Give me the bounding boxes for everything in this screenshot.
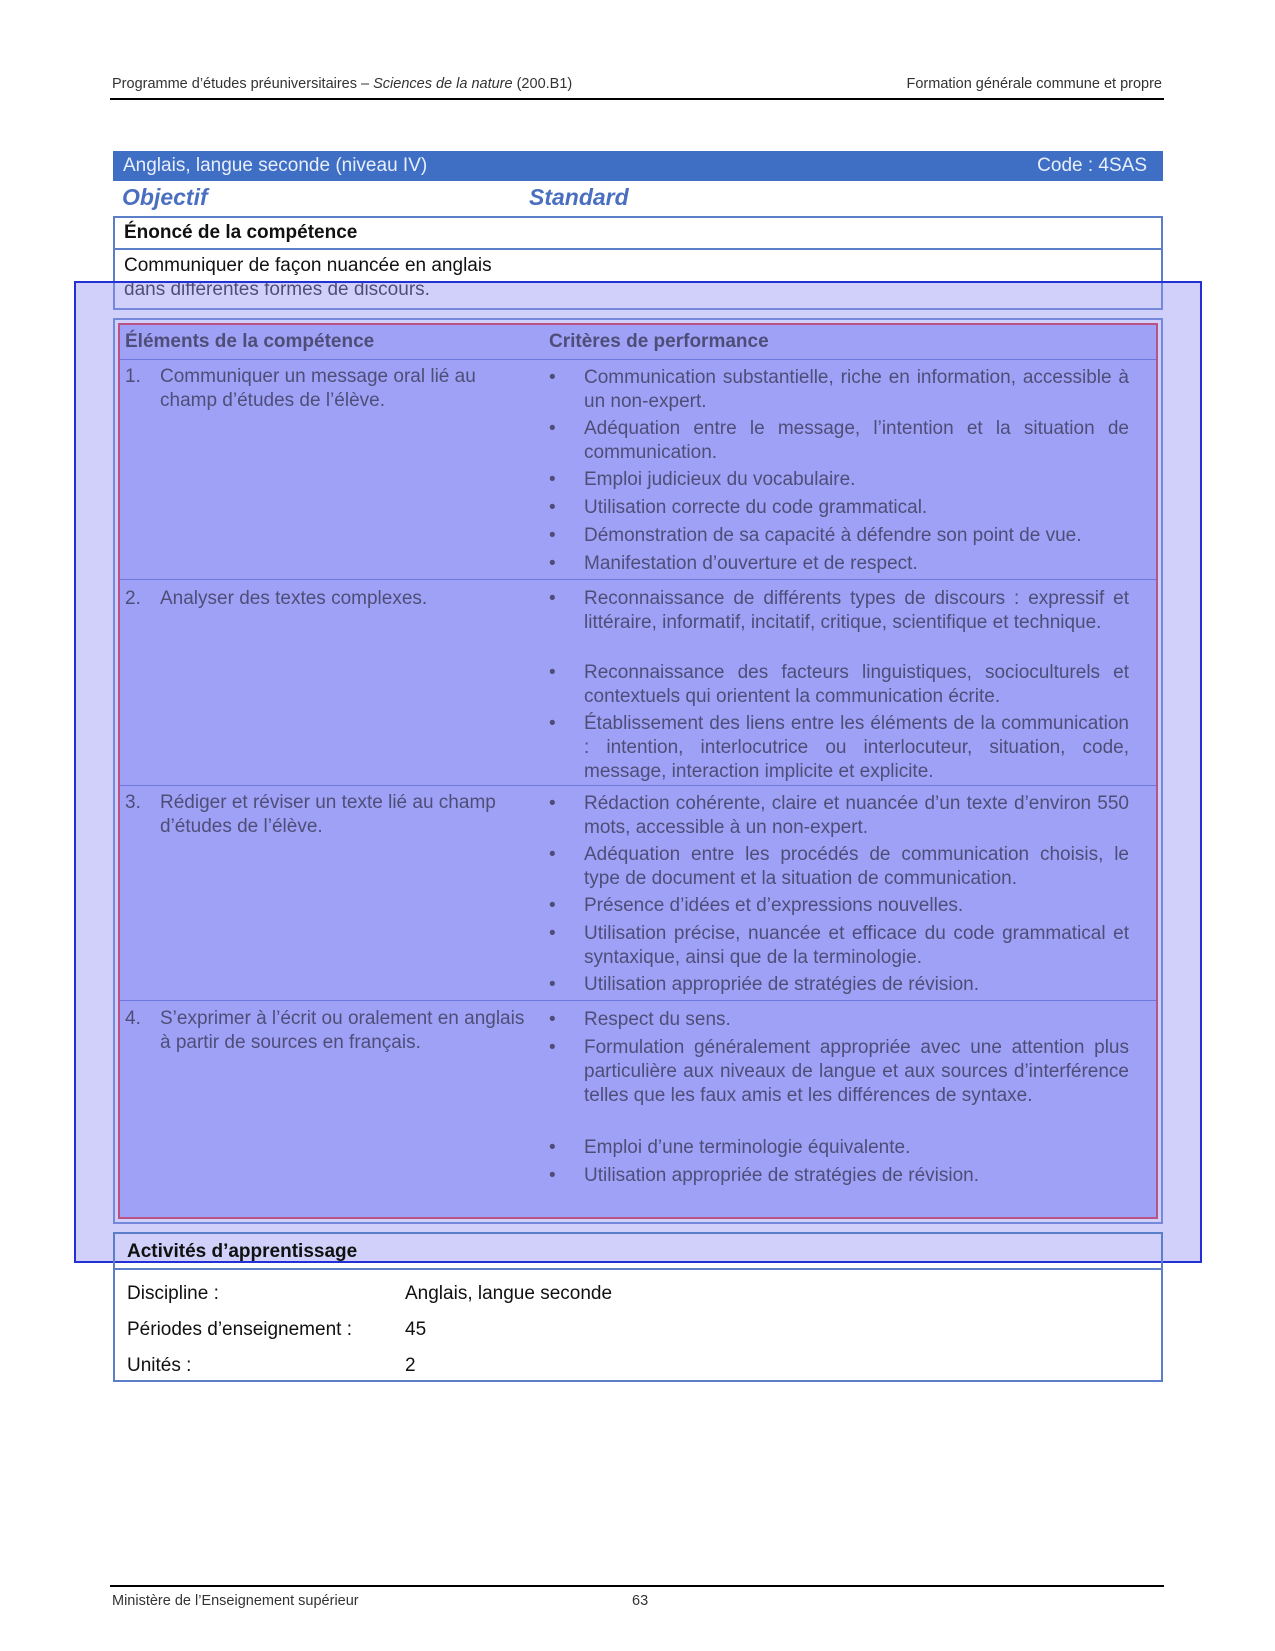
unites-value: 2 xyxy=(405,1355,416,1376)
criterion xyxy=(549,843,1129,891)
bullet-icon: • xyxy=(549,662,556,683)
activites-box xyxy=(113,1232,1163,1382)
bullet-icon: • xyxy=(549,469,556,490)
criterion xyxy=(549,1036,1129,1108)
bullet-icon: • xyxy=(549,1137,556,1158)
bullet-icon: • xyxy=(549,367,556,388)
enonce-line-2: dans différentes formes de discours. xyxy=(124,279,430,300)
bullet-icon: • xyxy=(549,1037,556,1058)
elements-table-inner xyxy=(118,323,1158,1219)
element-4 xyxy=(125,1007,525,1055)
element-2 xyxy=(125,587,525,611)
bullet-icon: • xyxy=(549,974,556,995)
enonce-body xyxy=(115,250,1161,302)
criterion-text: Utilisation correcte du code grammatical. xyxy=(584,497,928,518)
criterion xyxy=(549,973,1129,997)
element-1 xyxy=(125,365,525,413)
row-divider xyxy=(120,579,1156,580)
criterion xyxy=(549,417,1129,465)
criterion-text: Communication substantielle, riche en information, accessible à un non-expert. xyxy=(584,367,1129,412)
periodes-value: 45 xyxy=(405,1319,427,1340)
criterion-text: Rédaction cohérente, claire et nuancée d’un texte d’environ 550 mots, accessible à un non-expert. xyxy=(584,793,1129,838)
col-heading-elements: Éléments de la compétence xyxy=(125,331,375,352)
element-text: S’exprimer à l’écrit ou oralement en anglais à partir de sources en français. xyxy=(160,1008,525,1053)
criterion-text: Reconnaissance des facteurs linguistiques, socioculturels et contextuels qui orientent la communication écrite. xyxy=(584,662,1129,707)
criterion xyxy=(549,496,1129,520)
criterion-text: Présence d’idées et d’expressions nouvelles. xyxy=(584,895,964,916)
criterion-text: Démonstration de sa capacité à défendre son point de vue. xyxy=(584,525,1082,546)
criterion-text: Formulation généralement appropriée avec une attention plus particulière aux niveaux de langue et aux sources d’interférence telles que les faux amis et les différences de syntaxe. xyxy=(584,1037,1129,1106)
criterion xyxy=(549,366,1129,414)
criterion-text: Adéquation entre les procédés de communication choisis, le type de document et la situation de communication. xyxy=(584,844,1129,889)
criterion xyxy=(549,922,1129,970)
header-divider xyxy=(120,359,1156,360)
bullet-icon: • xyxy=(549,1009,556,1030)
standard-label: Standard xyxy=(529,184,629,210)
discipline-label: Discipline : xyxy=(127,1283,219,1304)
row-divider xyxy=(120,1000,1156,1001)
header-program-code: (200.B1) xyxy=(512,76,573,92)
criterion xyxy=(549,1164,1129,1188)
header-formation: Formation générale commune et propre xyxy=(906,76,1162,92)
course-code: Code : 4SAS xyxy=(1037,155,1147,176)
criterion xyxy=(549,894,1129,918)
enonce-line-1: Communiquer de façon nuancée en anglais xyxy=(124,255,492,276)
criterion xyxy=(549,712,1129,784)
element-number: 4. xyxy=(125,1008,141,1029)
periodes-label: Périodes d’enseignement : xyxy=(127,1319,352,1340)
objectif-label: Objectif xyxy=(122,184,208,210)
criterion-text: Utilisation appropriée de stratégies de révision. xyxy=(584,1165,979,1186)
bullet-icon: • xyxy=(549,793,556,814)
criterion xyxy=(549,1136,1129,1160)
criterion xyxy=(549,524,1129,548)
bullet-icon: • xyxy=(549,497,556,518)
header-program-title: Sciences de la nature xyxy=(373,76,513,92)
criterion-text: Respect du sens. xyxy=(584,1009,731,1030)
header-program-prefix: Programme d’études préuniversitaires – xyxy=(112,76,374,92)
element-text: Rédiger et réviser un texte lié au champ d’études de l’élève. xyxy=(160,792,496,837)
bullet-icon: • xyxy=(549,418,556,439)
criterion-text: Établissement des liens entre les éléments de la communication : intention, interlocutrice ou interlocuteur, situation, code, message, interaction implicite et explicite. xyxy=(584,713,1129,782)
enonce-box xyxy=(113,216,1163,310)
bullet-icon: • xyxy=(549,553,556,574)
criterion-text: Emploi judicieux du vocabulaire. xyxy=(584,469,856,490)
criterion xyxy=(549,468,1129,492)
bullet-icon: • xyxy=(549,844,556,865)
bullet-icon: • xyxy=(549,895,556,916)
bullet-icon: • xyxy=(549,923,556,944)
criterion xyxy=(549,1008,1129,1032)
element-text: Analyser des textes complexes. xyxy=(160,588,428,609)
activites-heading: Activités d’apprentissage xyxy=(115,1234,1161,1270)
criterion-text: Utilisation appropriée de stratégies de révision. xyxy=(584,974,979,995)
enonce-heading: Énoncé de la compétence xyxy=(115,218,1161,250)
course-title: Anglais, langue seconde (niveau IV) xyxy=(123,155,428,176)
page-header xyxy=(110,76,1164,100)
discipline-value: Anglais, langue seconde xyxy=(405,1283,613,1304)
criterion xyxy=(549,587,1129,635)
criterion xyxy=(549,552,1129,576)
criterion xyxy=(549,661,1129,709)
course-title-bar xyxy=(113,151,1163,181)
page-number: 63 xyxy=(632,1593,649,1609)
col-heading-criteres: Critères de performance xyxy=(549,331,769,352)
bullet-icon: • xyxy=(549,588,556,609)
element-number: 2. xyxy=(125,588,141,609)
footer-ministry: Ministère de l’Enseignement supérieur xyxy=(112,1593,359,1609)
elements-table xyxy=(113,318,1163,1224)
unites-label: Unités : xyxy=(127,1355,192,1376)
criterion-text: Emploi d’une terminologie équivalente. xyxy=(584,1137,911,1158)
bullet-icon: • xyxy=(549,1165,556,1186)
criterion xyxy=(549,792,1129,840)
criterion-text: Reconnaissance de différents types de discours : expressif et littéraire, informatif, incitatif, critique, scientifique et technique. xyxy=(584,588,1129,633)
element-3 xyxy=(125,791,525,839)
bullet-icon: • xyxy=(549,525,556,546)
criterion-text: Manifestation d’ouverture et de respect. xyxy=(584,553,918,574)
element-number: 1. xyxy=(125,366,141,387)
row-divider xyxy=(120,785,1156,786)
header-program xyxy=(112,76,572,92)
element-number: 3. xyxy=(125,792,141,813)
page-footer xyxy=(110,1585,1164,1611)
criterion-text: Adéquation entre le message, l’intention et la situation de communication. xyxy=(584,418,1129,463)
criterion-text: Utilisation précise, nuancée et efficace du code grammatical et syntaxique, ainsi que de la terminologie. xyxy=(584,923,1129,968)
element-text: Communiquer un message oral lié au champ d’études de l’élève. xyxy=(160,366,476,411)
bullet-icon: • xyxy=(549,713,556,734)
